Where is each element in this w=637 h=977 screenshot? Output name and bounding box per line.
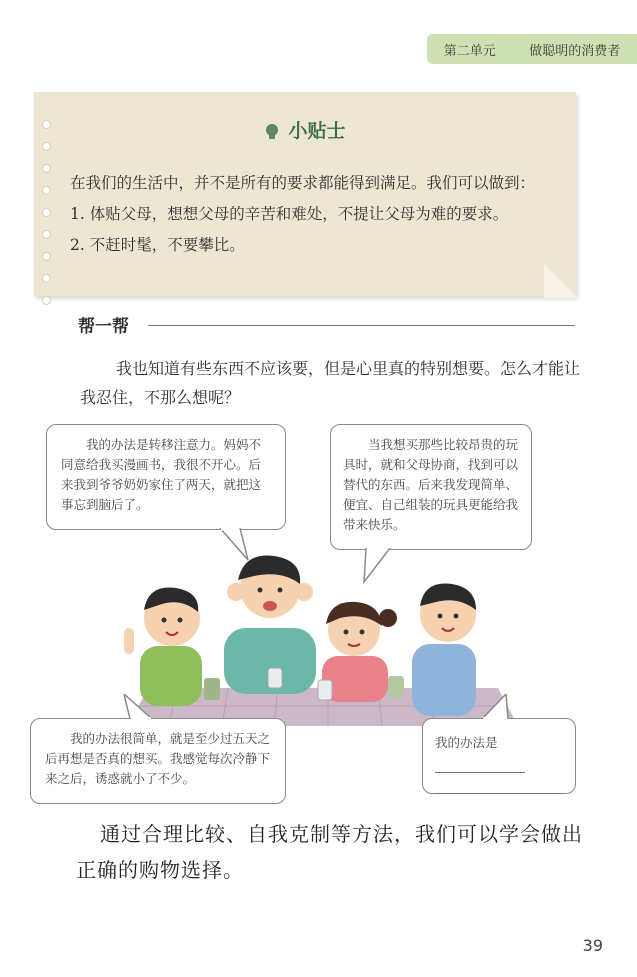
cup: [318, 680, 332, 700]
answer-blank-line[interactable]: [435, 779, 563, 794]
unit-header-tab: [427, 34, 637, 64]
intro-paragraph: 我也知道有些东西不应该要，但是心里真的特别想要。怎么才能让我忍住，不那么想呢？: [80, 359, 581, 407]
cup: [204, 678, 220, 700]
tips-line: 2. 不赶时髦，不要攀比。: [70, 236, 245, 254]
child-pink-shirt: [322, 602, 397, 702]
page-curl: [544, 264, 578, 298]
bubble-text: 我的办法是转移注意力。妈妈不同意给我买漫画书，我很不开心。后来我到爷爷奶奶家住了两天，就把这事忘到脑后了。: [61, 437, 262, 512]
tips-title-text: 小贴士: [288, 120, 346, 142]
child-green-shirt: [124, 587, 202, 706]
tips-card: [34, 92, 576, 296]
unit-label: 第二单元: [443, 43, 496, 59]
summary-text: 通过合理比较、自我克制等方法，我们可以学会做出正确的购物选择。: [76, 822, 583, 882]
notebook-holes: [42, 120, 50, 318]
lightbulb-icon: [264, 123, 280, 141]
section-heading: 帮一帮: [78, 317, 129, 337]
children-at-table-illustration: [118, 548, 518, 726]
bubble-tail: [480, 694, 514, 720]
section-divider: [148, 325, 575, 326]
tips-line: 1. 体贴父母，想想父母的辛苦和难处，不提让父母为难的要求。: [70, 205, 509, 223]
cup: [388, 676, 404, 698]
answer-prompt: [435, 733, 563, 773]
lesson-title: 做聪明的消费者: [529, 43, 621, 59]
speech-bubble-bottom-right: [422, 718, 576, 794]
bubble-text: 我的办法很简单，就是至少过五天之后再想是否真的想买。我感觉每次冷静下来之后，诱惑就小了不少。: [45, 731, 271, 786]
tips-line: 在我们的生活中，并不是所有的要求都能得到满足。我们可以做到：: [70, 174, 536, 192]
speech-bubble-bottom-left: [30, 718, 286, 804]
speech-bubble-top-right: [330, 424, 532, 550]
cup: [268, 668, 282, 688]
answer-blank[interactable]: [435, 758, 525, 773]
tips-body: [70, 168, 535, 261]
answer-prompt-text: 我的办法是: [435, 735, 498, 750]
tips-title: [34, 116, 576, 143]
bubble-text: 当我想买那些比较昂贵的玩具时，就和父母协商，找到可以替代的东西。后来我发现简单、便宜、自己组装的玩具更能给我带来快乐。: [343, 437, 519, 532]
bubble-tail: [122, 694, 156, 720]
child-blue-shirt: [412, 583, 476, 716]
speech-bubble-top-left: [46, 424, 286, 530]
page-number: 39: [582, 936, 603, 955]
